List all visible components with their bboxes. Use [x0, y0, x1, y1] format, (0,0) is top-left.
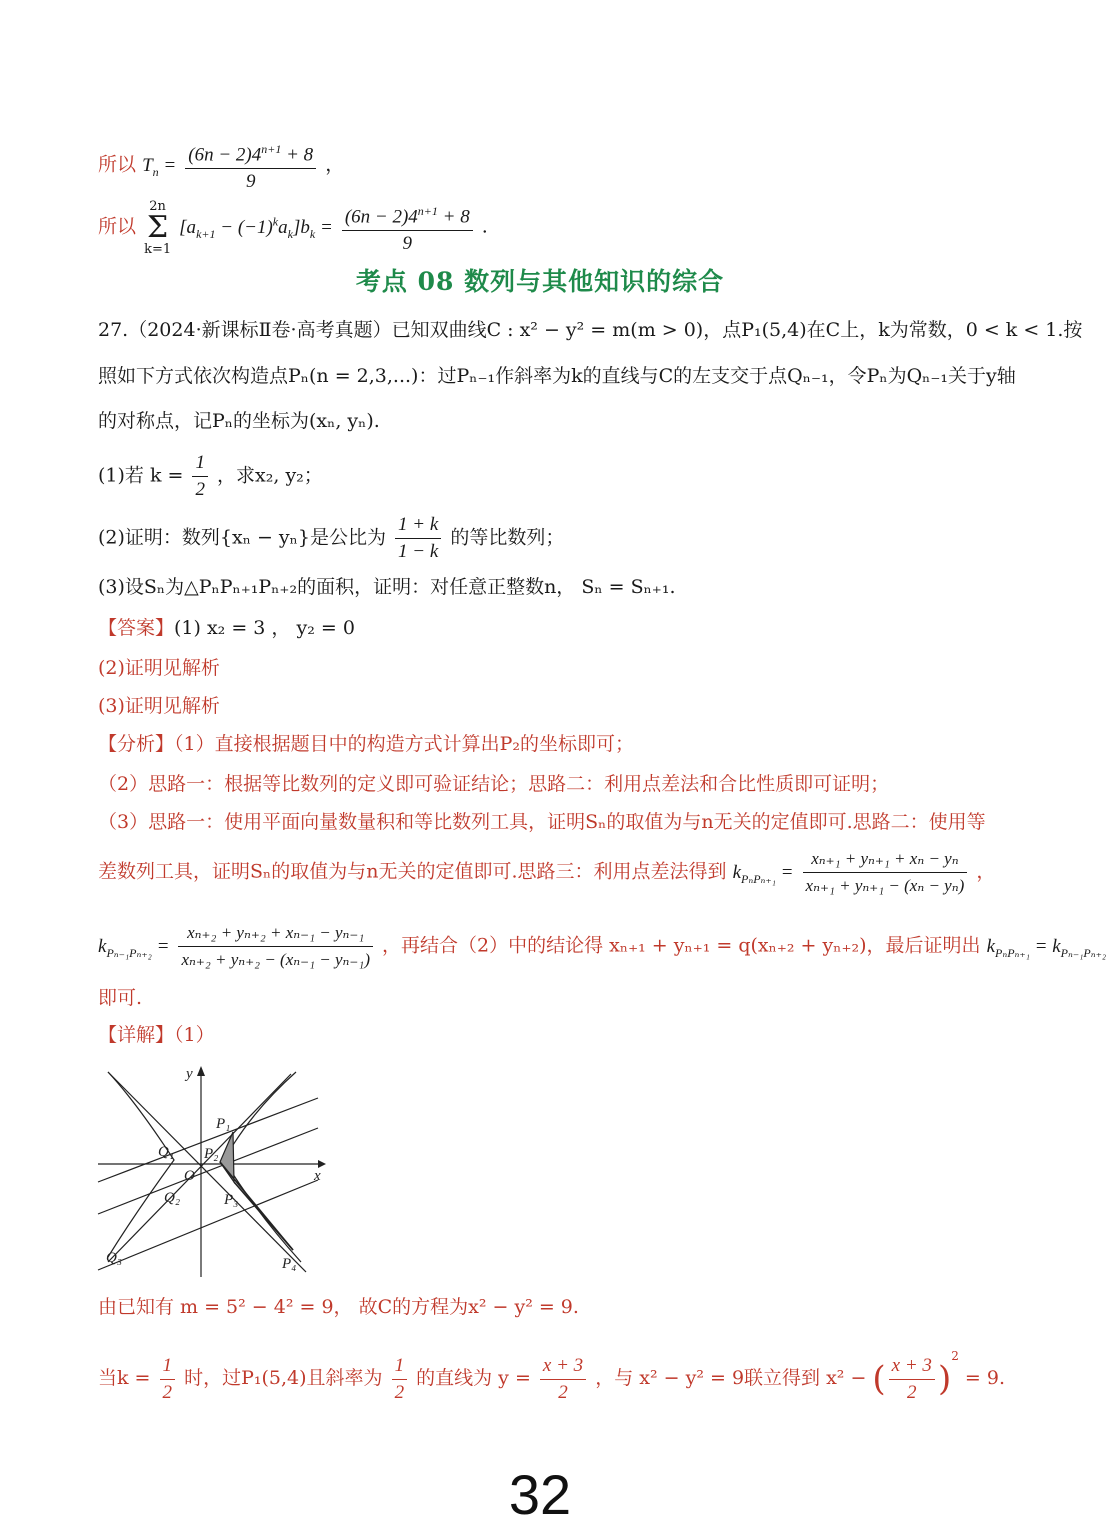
label-Q1: Q₁ — [158, 1144, 175, 1160]
analysis-line-2: （2）思路一：根据等比数列的定义即可验证结论；思路二：利用点差法和合比性质即可证明； — [98, 773, 890, 795]
x-axis-arrow — [318, 1160, 326, 1168]
hyperbola-right-branch — [224, 1072, 301, 1262]
analysis-line-1: 【分析】（1）直接根据题目中的构造方式计算出P₂的坐标即可； — [98, 733, 635, 755]
sum-fraction: $\frac{(6n - 2)4^{n+1} + 8}{9}$ — [342, 198, 473, 257]
page-number: 32 — [508, 1463, 572, 1526]
analysis-line-6: 即可. — [98, 987, 143, 1009]
problem-line-2: 照如下方式依次构造点Pₙ(n = 2,3,...)：过Pₙ₋₁作斜率为k的直线与C的左支交于点Qₙ₋₁，令Pₙ为Qₙ₋₁关于y轴 — [98, 365, 1016, 387]
sum-formula-line: 所以 2n Σ k=1 $[a_{k+1} - (-1)^ka_k]b_k$ = $\frac{(6n - 2)4^{n+1} + 8}{9}$ . — [98, 198, 488, 257]
answer-label: 【答案】 — [98, 617, 175, 639]
label-y: y — [186, 1066, 193, 1082]
question-1: (1)若 k = $\frac{1}{2}$ ，求x₂, y₂； — [98, 450, 323, 503]
label-x: x — [314, 1168, 321, 1184]
kpn2-fraction: $\frac{\text{xₙ₊₂ + yₙ₊₂ + xₙ₋₁ − yₙ₋₁}}{\text{xₙ₊₂ + yₙ₊₂ − (xₙ₋₁ − yₙ₋₁)}}$ — [178, 920, 373, 973]
analysis-line-5: $k_{P_{n-1}P_{n+2}}$ = $\frac{\text{xₙ₊₂ + yₙ₊₂ + xₙ₋₁ − yₙ₋₁}}{\text{xₙ₊₂ + yₙ₊₂ − (xₙ₋₁ − yₙ₋₁)}}$ ，再结合（2）中的结论得 xₙ₊₁ + yₙ₊₁ = q(xₙ₊₂ + yₙ₊₂)，最后证明出 $k_{P_nP_{n+1}} = k_{P_{n-1}P_{n+2}}$ — [98, 920, 1106, 973]
tn-formula-line: 所以 $T_n$ = $\frac{(6n - 2)4^{n+1} + 8}{9}$ ， — [98, 136, 344, 195]
analysis-line-4: 差数列工具，证明Sₙ的取值为与n无关的定值即可.思路三：利用点差法得到 $k_{P_nP_{n+1}}$ = $\frac{\text{xₙ₊₁ + yₙ₊₁ + xₙ − yₙ}}{\text{xₙ₊₁ + yₙ₊₁ − (xₙ − yₙ)}}$ ， — [98, 846, 995, 899]
label-P4: P₄ — [282, 1256, 297, 1272]
question-3: (3)设Sₙ为△PₙPₙ₊₁Pₙ₊₂的面积，证明：对任意正整数n， Sₙ = Sₙ₊₁. — [98, 576, 676, 598]
label-P3: P₃ — [224, 1192, 239, 1208]
problem-line-3: 的对称点，记Pₙ的坐标为(xₙ, yₙ). — [98, 410, 380, 432]
y-axis-arrow — [197, 1066, 205, 1076]
answer-line-2: (2)证明见解析 — [98, 657, 220, 679]
label-O: O — [184, 1168, 195, 1184]
detail-line-1: 由已知有 m = 5² − 4² = 9， 故C的方程为x² − y² = 9. — [98, 1296, 579, 1318]
line-p1q1 — [98, 1098, 318, 1182]
sigma-symbol: 2n Σ k=1 — [144, 198, 172, 257]
answer-line-1: 【答案】(1) x₂ = 3 ， y₂ = 0 — [98, 617, 355, 639]
label-P2: P₂ — [204, 1146, 219, 1162]
label-Q2: Q₂ — [164, 1190, 181, 1206]
analysis-line-3: （3）思路一：使用平面向量数量积和等比数列工具，证明Sₙ的取值为与n无关的定值即可.思路二：使用等 — [98, 811, 986, 833]
kpn-fraction: $\frac{\text{xₙ₊₁ + yₙ₊₁ + xₙ − yₙ}}{\text{xₙ₊₁ + yₙ₊₁ − (xₙ − yₙ)}}$ — [803, 846, 968, 899]
detail-line-2: 当k = $\frac{1}{2}$ 时，过P₁(5,4)且斜率为 $\frac{1}{2}$ 的直线为 y = $\frac{x + 3}{2}$ ，与 x² − y² = 9联立得到 x² − ( $\frac{x + 3}{2}$ )$^2$ = 9. — [98, 1349, 1005, 1403]
q1-fraction: $\frac{1}{2}$ — [192, 450, 208, 503]
label-P1: P₁ — [216, 1116, 231, 1132]
line-p2q2 — [98, 1128, 318, 1214]
q2-fraction: $\frac{1 + k}{1 - k}$ — [395, 512, 441, 565]
problem-line-1: 27.（2024·新课标Ⅱ卷·高考真题）已知双曲线C : x² − y² = m(m > 0)，点P₁(5,4)在C上，k为常数，0 < k < 1.按 — [98, 319, 1083, 341]
hyperbola-figure — [96, 1062, 336, 1282]
detail-label: 【详解】（1） — [98, 1024, 215, 1046]
analysis-label: 【分析】 — [98, 733, 175, 755]
question-2: (2)证明：数列{xₙ − yₙ}是公比为 $\frac{1 + k}{1 - k}$ 的等比数列； — [98, 512, 564, 565]
section-heading: 考点 08 数列与其他知识的综合 — [355, 267, 725, 296]
answer-line-3: (3)证明见解析 — [98, 695, 220, 717]
tn-fraction: $\frac{(6n - 2)4^{n+1} + 8}{9}$ — [185, 136, 316, 195]
label-Q3: Q₃ — [106, 1250, 123, 1266]
